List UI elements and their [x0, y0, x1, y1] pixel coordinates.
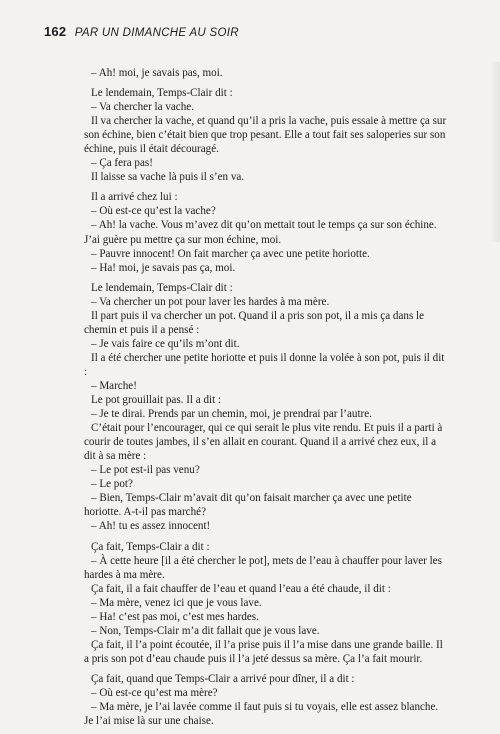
paragraph: – Pauvre innocent! On fait marcher ça avec une petite horiotte. [91, 247, 370, 260]
paragraph: Ça fait, Temps-Clair a dit : [91, 540, 210, 553]
paragraph: – Ah! tu es assez innocent! [91, 520, 211, 533]
paragraph: Le lendemain, Temps-Clair dit : [91, 87, 233, 100]
paragraph: – Où est-ce qu’est ma mère? [91, 686, 218, 699]
paragraph: – Le pot est-il pas venu? [91, 464, 200, 477]
paragraph: Il laisse sa vache là puis il s’en va. [91, 171, 245, 184]
paragraph: Le pot grouillait pas. Il a dit : [91, 394, 222, 407]
paragraph: – À cette heure [il a été chercher le pot], mets de l’eau à chauffer pour laver les hardes à ma mère. [84, 554, 442, 581]
paragraph: – Je vais faire ce qu’ils m’ont dit. [91, 337, 240, 350]
paragraph: – Va chercher la vache. [91, 101, 194, 114]
paragraph: – Marche! [91, 379, 137, 392]
bleed-through-shadow [490, 62, 500, 242]
paragraph: Il va chercher la vache, et quand qu’il a pris la vache, puis essaie à mettre ça sur son échine, bien c’était bien que trop pesant. Elle a tout fait ses saloperies sur son échine, puis il était découragé. [84, 115, 447, 156]
paragraph: C’était pour l’encourager, qui ce qui serait le plus vite rendu. Et puis il a parti à courir de toutes jambes, il s’en allait en courant. Quand il a arrivé chez eux, il a dit à sa mère : [84, 422, 443, 463]
paragraph: – Non, Temps-Clair m’a dit fallait que je vous lave. [91, 624, 320, 637]
paragraph: – Ha! c’est pas moi, c’est mes hardes. [91, 610, 259, 623]
paragraph: – Ah! la vache. Vous m’avez dit qu’on mettait tout le temps ça sur son échine. J’ai guère pu mettre ça sur mon échine, moi. [84, 219, 437, 246]
paragraph: Il a arrivé chez lui : [91, 191, 178, 204]
page-number: 162 [44, 24, 67, 39]
paragraph: Il a été chercher une petite horiotte et puis il donne la volée à son pot, puis il dit : [84, 351, 445, 378]
paragraph: – Ça fera pas! [91, 157, 153, 170]
paragraph: – Le pot? [91, 478, 133, 491]
paragraph: Ça fait, il l’a point écoutée, il l’a prise puis il l’a mise dans une grande baille. Il a pris son pot d’eau chaude puis il l’a jeté dessus sa mère. Ça l’a fait mourir. [84, 638, 443, 665]
paragraph: Ça fait, quand que Temps-Clair a arrivé pour dîner, il a dit : [91, 672, 355, 685]
paragraph: Le lendemain, Temps-Clair dit : [91, 281, 233, 294]
paragraph: – Ma mère, venez ici que je vous lave. [91, 596, 262, 609]
paragraph: Il part puis il va chercher un pot. Quand il a pris son pot, il a mis ça dans le chemin et puis il a pensé : [84, 309, 425, 336]
paragraph: – Ha! moi, je savais pas ça, moi. [91, 261, 236, 274]
paragraph: – Ah! moi, je savais pas, moi. [91, 67, 223, 79]
running-title: PAR UN DIMANCHE AU SOIR [74, 27, 239, 39]
page-header [44, 23, 464, 41]
paragraph: Ça fait, il a fait chauffer de l’eau et quand l’eau a été chaude, il dit : [91, 582, 391, 595]
paragraph: – Bien, Temps-Clair m’avait dit qu’on faisait marcher ça avec une petite horiotte. A-t-il pas marché? [84, 492, 412, 519]
paragraph: – Ma mère, je l’ai lavée comme il faut puis si tu voyais, elle est assez blanche. Je l’ai mise là sur une chaise. [84, 701, 439, 728]
body-text [84, 66, 448, 728]
paragraph: – Où est-ce qu’est la vache? [91, 205, 216, 218]
paragraph: – Je te dirai. Prends par un chemin, moi, je prendrai par l’autre. [91, 408, 372, 421]
paragraph: – Va chercher un pot pour laver les hardes à ma mère. [91, 295, 330, 308]
